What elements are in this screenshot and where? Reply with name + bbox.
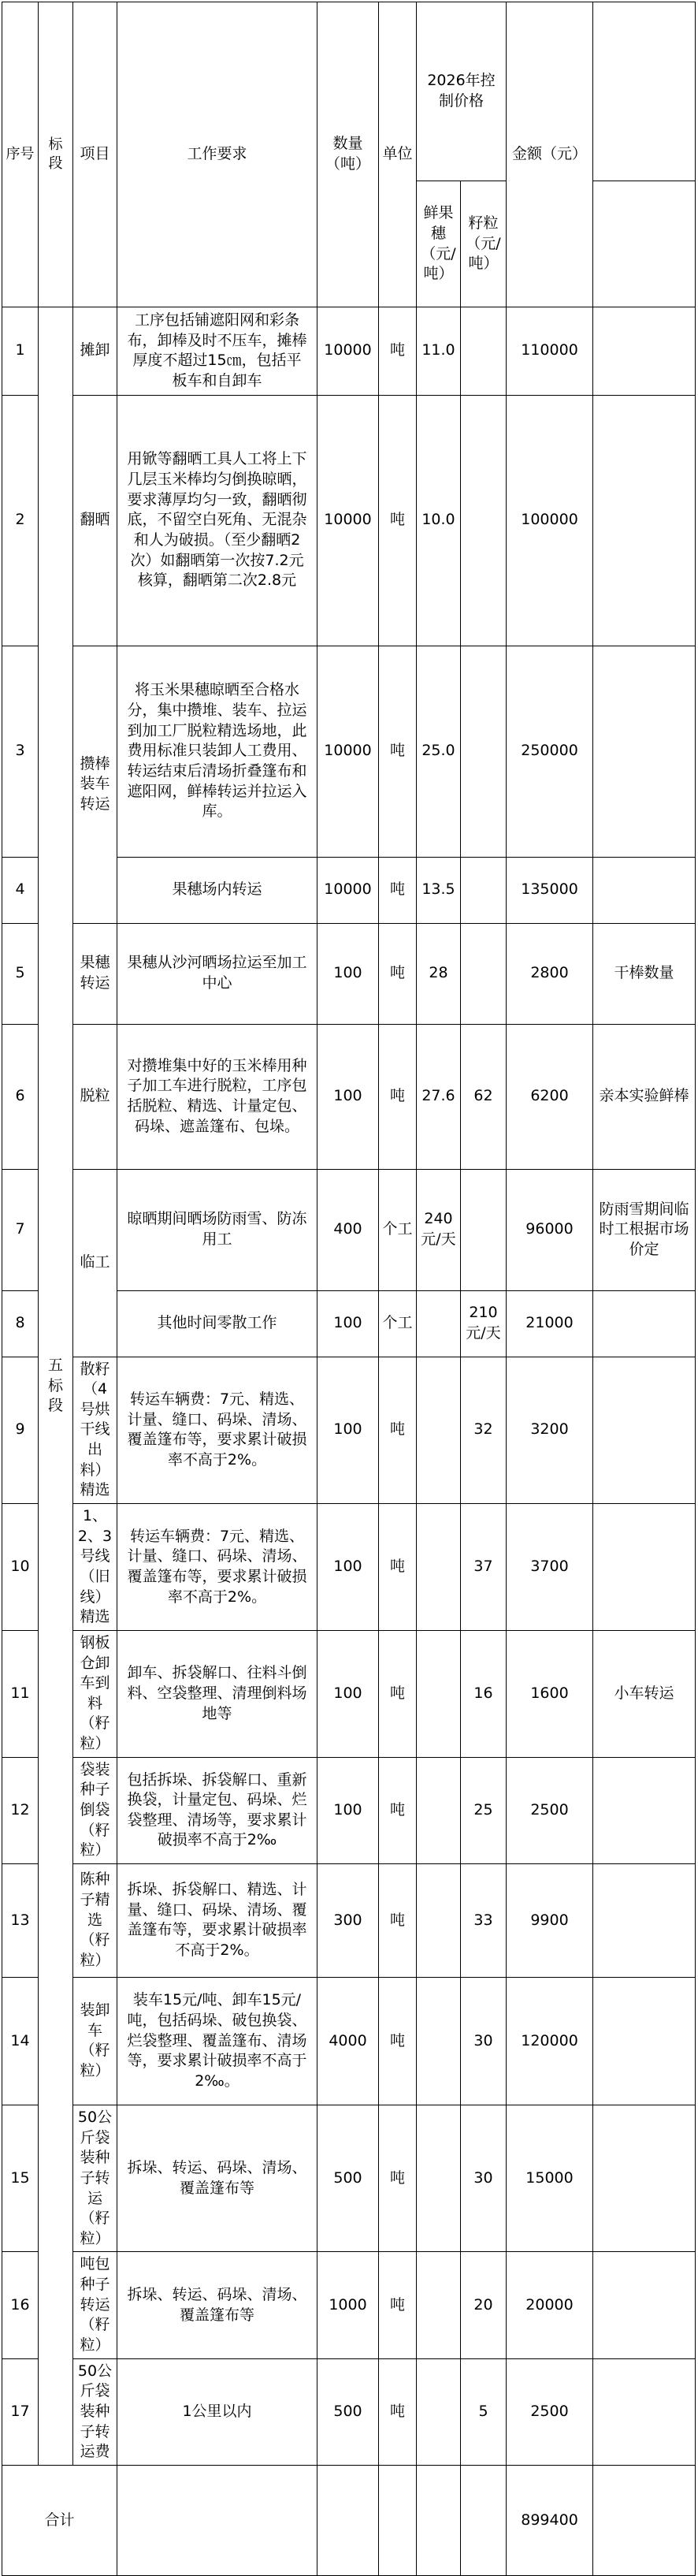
unit-cell: 吨	[379, 646, 417, 857]
unit-cell: 吨	[379, 1757, 417, 1863]
project-cell: 吨包种子转运（籽粒）	[73, 2252, 117, 2358]
amount-cell: 110000	[507, 307, 593, 396]
amount-cell: 9900	[507, 1863, 593, 1977]
unit-cell: 吨	[379, 1357, 417, 1503]
unit-cell: 吨	[379, 1024, 417, 1169]
remark-cell	[593, 1757, 696, 1863]
header-unit: 单位	[379, 2, 417, 307]
row-seq: 6	[2, 1024, 39, 1169]
header-remark-blank	[593, 181, 696, 307]
fresh-price-cell	[417, 1977, 461, 2105]
project-cell: 脱粒	[73, 1024, 117, 1169]
quantity-cell: 4000	[317, 1977, 379, 2105]
project-cell: 果穗转运	[73, 923, 117, 1024]
quantity-cell: 100	[317, 923, 379, 1024]
fresh-price-cell	[417, 1630, 461, 1757]
amount-cell: 6200	[507, 1024, 593, 1169]
fresh-price-cell: 28	[417, 923, 461, 1024]
unit-cell: 吨	[379, 923, 417, 1024]
seed-price-cell: 25	[461, 1757, 507, 1863]
requirement-cell: 晾晒期间晒场防雨雪、防冻用工	[117, 1169, 317, 1290]
total-amount: 899400	[507, 2465, 593, 2575]
project-cell: 散籽（4号烘干线出料）精选	[73, 1357, 117, 1503]
quantity-cell: 100	[317, 1757, 379, 1863]
header-price-group: 2026年控制价格	[417, 2, 507, 181]
row-seq: 4	[2, 857, 39, 923]
remark-cell: 防雨雪期间临时工根据市场价定	[593, 1169, 696, 1290]
remark-cell	[593, 857, 696, 923]
table-row	[2, 1757, 696, 1863]
project-cell: 50公斤袋装种子转运（籽粒）	[73, 2105, 117, 2251]
table-row	[2, 1630, 696, 1757]
header-section: 标段	[39, 2, 73, 307]
remark-cell: 亲本实验鲜棒	[593, 1024, 696, 1169]
requirement-cell: 将玉米果穗晾晒至合格水分，集中攒堆、装车、拉运到加工厂脱粒精选场地，此费用标准只装卸人工费用、转运结束后清场折叠篷布和遮阳网，鲜棒转运并拉运入库。	[117, 646, 317, 857]
remark-cell	[593, 395, 696, 646]
fresh-price-cell: 27.6	[417, 1024, 461, 1169]
header-seed-price: 籽粒（元/吨）	[461, 181, 507, 307]
remark-cell	[593, 2358, 696, 2465]
total-blank	[417, 2465, 461, 2575]
seed-price-cell	[461, 857, 507, 923]
fresh-price-cell: 13.5	[417, 857, 461, 923]
seed-price-cell: 20	[461, 2252, 507, 2358]
row-seq: 2	[2, 395, 39, 646]
requirement-cell: 用锨等翻晒工具人工将上下几层玉米棒均匀倒换晾晒，要求薄厚均匀一致，翻晒彻底，不留空白死角、无混杂和人为破损。（至少翻晒2次）如翻晒第一次按7.2元核算，翻晒第二次2.8元	[117, 395, 317, 646]
quantity-cell: 100	[317, 1504, 379, 1631]
project-cell: 翻晒	[73, 395, 117, 646]
fresh-price-cell: 11.0	[417, 307, 461, 396]
amount-cell: 96000	[507, 1169, 593, 1290]
project-cell: 临工	[73, 1169, 117, 1357]
requirement-cell: 拆垛、转运、码垛、清场、覆盖篷布等	[117, 2105, 317, 2251]
quantity-cell: 300	[317, 1863, 379, 1977]
amount-cell: 2500	[507, 2358, 593, 2465]
project-cell: 袋装种子倒袋（籽粒）	[73, 1757, 117, 1863]
row-seq: 15	[2, 2105, 39, 2251]
fresh-price-cell	[417, 1357, 461, 1503]
seed-price-cell: 32	[461, 1357, 507, 1503]
row-seq: 17	[2, 2358, 39, 2465]
amount-cell: 250000	[507, 646, 593, 857]
total-row	[2, 2465, 696, 2575]
quantity-cell: 100	[317, 1024, 379, 1169]
remark-cell	[593, 1357, 696, 1503]
amount-cell: 120000	[507, 1977, 593, 2105]
seed-price-cell	[461, 395, 507, 646]
quantity-cell: 10000	[317, 307, 379, 396]
quantity-cell: 100	[317, 1630, 379, 1757]
table-row	[2, 1024, 696, 1169]
header-seq: 序号	[2, 2, 39, 307]
header-amount: 金额（元）	[507, 2, 593, 307]
requirement-cell: 工序包括铺遮阳网和彩条布，卸棒及时不压车，摊棒厚度不超过15㎝，包括平板车和自卸车	[117, 307, 317, 396]
fresh-price-cell	[417, 1504, 461, 1631]
project-cell: 1、2、3号线（旧线）精选	[73, 1504, 117, 1631]
requirement-cell: 1公里以内	[117, 2358, 317, 2465]
requirement-cell: 转运车辆费：7元、精选、计量、缝口、码垛、清场、覆盖篷布等，要求累计破损率不高于2%。	[117, 1504, 317, 1631]
amount-cell: 15000	[507, 2105, 593, 2251]
seed-price-cell: 62	[461, 1024, 507, 1169]
total-blank	[379, 2465, 417, 2575]
table-row	[2, 2358, 696, 2465]
requirement-cell: 果穗从沙河晒场拉运至加工中心	[117, 923, 317, 1024]
quantity-cell: 10000	[317, 857, 379, 923]
requirement-cell: 转运车辆费：7元、精选、计量、缝口、码垛、清场、覆盖篷布等，要求累计破损率不高于2%。	[117, 1357, 317, 1503]
unit-cell: 吨	[379, 2105, 417, 2251]
seed-price-cell	[461, 307, 507, 396]
row-seq: 5	[2, 923, 39, 1024]
unit-cell: 吨	[379, 2358, 417, 2465]
fresh-price-cell	[417, 1757, 461, 1863]
remark-cell: 小车转运	[593, 1630, 696, 1757]
row-seq: 10	[2, 1504, 39, 1631]
total-blank	[593, 2465, 696, 2575]
table-row	[2, 1169, 696, 1290]
header-row-top	[2, 2, 696, 181]
seed-price-cell: 210元/天	[461, 1290, 507, 1357]
unit-cell: 吨	[379, 1630, 417, 1757]
table-row	[2, 2252, 696, 2358]
table-row	[2, 1504, 696, 1631]
header-project: 项目	[73, 2, 117, 307]
row-seq: 8	[2, 1290, 39, 1357]
amount-cell: 135000	[507, 857, 593, 923]
table-row	[2, 395, 696, 646]
project-cell: 钢板仓卸车到料（籽粒）	[73, 1630, 117, 1757]
row-seq: 14	[2, 1977, 39, 2105]
requirement-cell: 卸车、拆袋解口、往料斗倒料、空袋整理、清理倒料场地等	[117, 1630, 317, 1757]
total-blank	[317, 2465, 379, 2575]
remark-cell	[593, 646, 696, 857]
table-row	[2, 1863, 696, 1977]
cost-table	[2, 2, 696, 2576]
quantity-cell: 400	[317, 1169, 379, 1290]
unit-cell: 吨	[379, 857, 417, 923]
unit-cell: 吨	[379, 2252, 417, 2358]
quantity-cell: 10000	[317, 646, 379, 857]
project-cell: 摊卸	[73, 307, 117, 396]
unit-cell: 吨	[379, 1977, 417, 2105]
header-fresh-price: 鲜果穗（元/吨）	[417, 181, 461, 307]
amount-cell: 3700	[507, 1504, 593, 1631]
amount-cell: 100000	[507, 395, 593, 646]
project-cell: 陈种子精选（籽粒）	[73, 1863, 117, 1977]
seed-price-cell: 30	[461, 2105, 507, 2251]
unit-cell: 吨	[379, 1863, 417, 1977]
table-row	[2, 2105, 696, 2251]
seed-price-cell: 5	[461, 2358, 507, 2465]
fresh-price-cell	[417, 1290, 461, 1357]
project-cell: 50公斤袋装种子转运费	[73, 2358, 117, 2465]
header-requirement: 工作要求	[117, 2, 317, 307]
total-label: 合计	[2, 2465, 117, 2575]
remark-cell	[593, 2105, 696, 2251]
quantity-cell: 500	[317, 2105, 379, 2251]
unit-cell: 个工	[379, 1169, 417, 1290]
requirement-cell: 拆垛、拆袋解口、精选、计量、缝口、码垛、清场、覆盖篷布等，要求累计破损率不高于2%。	[117, 1863, 317, 1977]
remark-cell	[593, 1977, 696, 2105]
seed-price-cell	[461, 646, 507, 857]
seed-price-cell: 33	[461, 1863, 507, 1977]
fresh-price-cell	[417, 2358, 461, 2465]
seed-price-cell: 37	[461, 1504, 507, 1631]
remark-cell	[593, 1290, 696, 1357]
remark-cell	[593, 307, 696, 396]
row-seq: 9	[2, 1357, 39, 1503]
fresh-price-cell	[417, 2105, 461, 2251]
row-seq: 16	[2, 2252, 39, 2358]
amount-cell: 2800	[507, 923, 593, 1024]
quantity-cell: 100	[317, 1357, 379, 1503]
amount-cell: 2500	[507, 1757, 593, 1863]
amount-cell: 3200	[507, 1357, 593, 1503]
requirement-cell: 对攒堆集中好的玉米棒用种子加工车进行脱粒，工序包括脱粒、精选、计量定包、码垛、遮盖篷布、包垛。	[117, 1024, 317, 1169]
requirement-cell: 装车15元/吨、卸车15元/吨，包括码垛、破包换袋、烂袋整理、覆盖篷布、清场等，要求累计破损率不高于2‰。	[117, 1977, 317, 2105]
remark-cell	[593, 2252, 696, 2358]
requirement-cell: 果穗场内转运	[117, 857, 317, 923]
row-seq: 7	[2, 1169, 39, 1290]
unit-cell: 吨	[379, 395, 417, 646]
row-seq: 3	[2, 646, 39, 857]
project-cell: 攒棒装车转运	[73, 646, 117, 923]
project-cell: 装卸车（籽粒）	[73, 1977, 117, 2105]
amount-cell: 21000	[507, 1290, 593, 1357]
row-seq: 12	[2, 1757, 39, 1863]
seed-price-cell	[461, 923, 507, 1024]
quantity-cell: 1000	[317, 2252, 379, 2358]
fresh-price-cell: 10.0	[417, 395, 461, 646]
row-seq: 13	[2, 1863, 39, 1977]
header-remark	[593, 2, 696, 181]
row-seq: 1	[2, 307, 39, 396]
table-row	[2, 307, 696, 396]
header-quantity: 数量（吨）	[317, 2, 379, 307]
table-row	[2, 1977, 696, 2105]
quantity-cell: 10000	[317, 395, 379, 646]
remark-cell: 干棒数量	[593, 923, 696, 1024]
seed-price-cell: 16	[461, 1630, 507, 1757]
table-row	[2, 1357, 696, 1503]
table-row	[2, 646, 696, 857]
fresh-price-cell	[417, 1863, 461, 1977]
fresh-price-cell: 240元/天	[417, 1169, 461, 1290]
amount-cell: 1600	[507, 1630, 593, 1757]
unit-cell: 吨	[379, 307, 417, 396]
total-blank	[117, 2465, 317, 2575]
quantity-cell: 100	[317, 1290, 379, 1357]
total-blank	[461, 2465, 507, 2575]
requirement-cell: 其他时间零散工作	[117, 1290, 317, 1357]
remark-cell	[593, 1863, 696, 1977]
fresh-price-cell: 25.0	[417, 646, 461, 857]
seed-price-cell: 30	[461, 1977, 507, 2105]
requirement-cell: 拆垛、转运、码垛、清场、覆盖篷布等	[117, 2252, 317, 2358]
unit-cell: 个工	[379, 1290, 417, 1357]
section-cell: 五标段	[39, 307, 73, 2466]
remark-cell	[593, 1504, 696, 1631]
quantity-cell: 500	[317, 2358, 379, 2465]
unit-cell: 吨	[379, 1504, 417, 1631]
fresh-price-cell	[417, 2252, 461, 2358]
requirement-cell: 包括拆垛、拆袋解口、重新换袋，计量定包、码垛、烂袋整理、清场等，要求累计破损率不高于2‰	[117, 1757, 317, 1863]
seed-price-cell	[461, 1169, 507, 1290]
table-row	[2, 923, 696, 1024]
row-seq: 11	[2, 1630, 39, 1757]
amount-cell: 20000	[507, 2252, 593, 2358]
